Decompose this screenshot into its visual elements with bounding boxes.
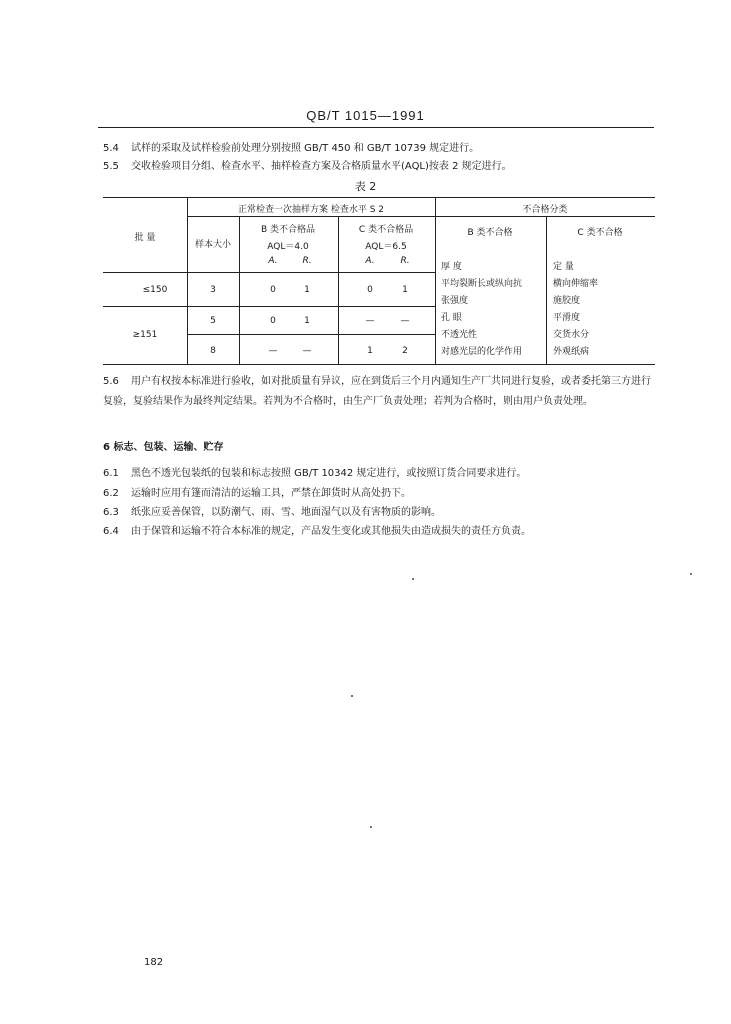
c-item: 横向伸缩率 xyxy=(553,279,599,289)
clause-number: 5.6 xyxy=(103,376,119,387)
c-group-aql: AQL＝6.5 xyxy=(365,242,407,252)
sample-size-header: 样本大小 xyxy=(194,240,232,250)
c-re-header: R. xyxy=(400,256,410,266)
c-type-header: C 类不合格 xyxy=(577,228,623,238)
b-re-header: R. xyxy=(302,256,312,266)
batch-header: 批 量 xyxy=(134,233,156,243)
clause-6-4 xyxy=(103,525,531,539)
b-ac-cell: — xyxy=(268,346,278,356)
b-item: 张强度 xyxy=(441,296,469,306)
sample-size-cell: 8 xyxy=(210,346,216,356)
page-number: 182 xyxy=(144,957,164,968)
b-item: 平均裂断长或纵向抗 xyxy=(441,279,523,289)
b-group-aql: AQL＝4.0 xyxy=(267,242,309,252)
table-bottom-rule xyxy=(103,364,655,365)
clause-6-2 xyxy=(103,487,411,501)
b-re-cell: 1 xyxy=(304,285,310,295)
b-type-header: B 类不合格 xyxy=(467,228,513,238)
c-ac-cell: — xyxy=(365,316,375,326)
clause-5-6 xyxy=(103,372,655,412)
clause-5-4 xyxy=(103,142,479,156)
c-re-cell: — xyxy=(400,316,410,326)
b-re-cell: 1 xyxy=(304,316,310,326)
section-6-heading: 6 标志、包装、运输、贮存 xyxy=(103,442,224,453)
b-item: 不透光性 xyxy=(441,330,478,340)
clause-6-1 xyxy=(103,467,526,481)
b-group-label: B 类不合格品 xyxy=(260,225,316,235)
clause-text: 用户有权按本标准进行验收，如对批质量有异议，应在到货后三个月内通知生产厂共同进行复验，或者委托第三方进行复验，复验结果作为最终判定结果。若判为不合格时，由生产厂负责处理；若判为合格时，则由用户负责处理。 xyxy=(103,376,651,407)
b-item: 对感光层的化学作用 xyxy=(441,347,523,357)
standard-code-header: QB/T 1015—1991 xyxy=(306,108,425,123)
table-title: 表 2 xyxy=(354,180,377,193)
clause-text: 交收检验项目分组、检查水平、抽样检查方案及合格质量水平(AQL)按表 2 规定进行。 xyxy=(131,161,512,172)
c-item: 施胶度 xyxy=(553,296,581,306)
c-item: 定 量 xyxy=(553,262,574,272)
scan-speck xyxy=(370,826,372,828)
clause-number: 5.5 xyxy=(103,161,119,172)
table-2 xyxy=(103,197,655,365)
batch-cell: ≥151 xyxy=(132,330,158,340)
clause-number: 6.3 xyxy=(103,507,119,518)
c-ac-cell: 1 xyxy=(367,346,373,356)
table-rule xyxy=(435,216,655,217)
b-item: 厚 度 xyxy=(441,262,462,272)
clause-6-3 xyxy=(103,506,441,520)
clause-text: 试样的采取及试样检验前处理分别按照 GB/T 450 和 GB/T 10739 规定进行。 xyxy=(131,143,480,154)
header-rule xyxy=(98,127,654,128)
clause-number: 6.1 xyxy=(103,468,119,479)
clause-text: 黑色不透光包装纸的包装和标志按照 GB/T 10342 规定进行，或按照订货合同要求进行。 xyxy=(131,468,527,479)
scan-speck xyxy=(690,573,692,575)
table-col-rule xyxy=(435,197,436,365)
table-col-rule xyxy=(187,197,188,365)
sampling-header: 正常检查一次抽样方案 检查水平 S 2 xyxy=(237,205,385,215)
clause-number: 6.4 xyxy=(103,526,119,537)
sample-size-cell: 3 xyxy=(210,285,216,295)
table-col-rule xyxy=(239,216,240,365)
clause-5-5 xyxy=(103,160,512,174)
b-ac-cell: 0 xyxy=(270,316,276,326)
c-group-label: C 类不合格品 xyxy=(358,225,414,235)
b-ac-cell: 0 xyxy=(270,285,276,295)
c-ac-cell: 0 xyxy=(367,285,373,295)
c-re-cell: 1 xyxy=(402,285,408,295)
c-item: 外观纸病 xyxy=(553,347,590,357)
c-item: 平滑度 xyxy=(553,313,581,323)
table-header-rule xyxy=(103,272,435,273)
table-col-rule xyxy=(338,216,339,365)
table-rule xyxy=(187,216,435,217)
clause-text: 纸张应妥善保管，以防潮气、雨、雪、地面湿气以及有害物质的影响。 xyxy=(131,507,441,518)
table-row-rule xyxy=(187,334,435,335)
table-row-rule xyxy=(103,306,435,307)
clause-number: 6.2 xyxy=(103,488,119,499)
scan-speck xyxy=(351,695,353,697)
scan-speck xyxy=(412,578,414,580)
b-ac-header: A. xyxy=(268,256,278,266)
nonconformity-header: 不合格分类 xyxy=(522,205,568,215)
table-top-rule xyxy=(103,197,655,198)
b-item: 孔 眼 xyxy=(441,313,462,323)
clause-number: 5.4 xyxy=(103,143,119,154)
table-col-rule xyxy=(546,216,547,365)
sample-size-cell: 5 xyxy=(210,316,216,326)
clause-text: 由于保管和运输不符合本标准的规定，产品发生变化或其他损失由造成损失的责任方负责。 xyxy=(131,526,531,537)
b-re-cell: — xyxy=(302,346,312,356)
clause-text: 运输时应用有篷而清洁的运输工具，严禁在卸货时从高处扔下。 xyxy=(131,488,411,499)
c-ac-header: A. xyxy=(365,256,375,266)
c-item: 交货水分 xyxy=(553,330,590,340)
batch-cell: ≤150 xyxy=(142,285,168,295)
c-re-cell: 2 xyxy=(402,346,408,356)
